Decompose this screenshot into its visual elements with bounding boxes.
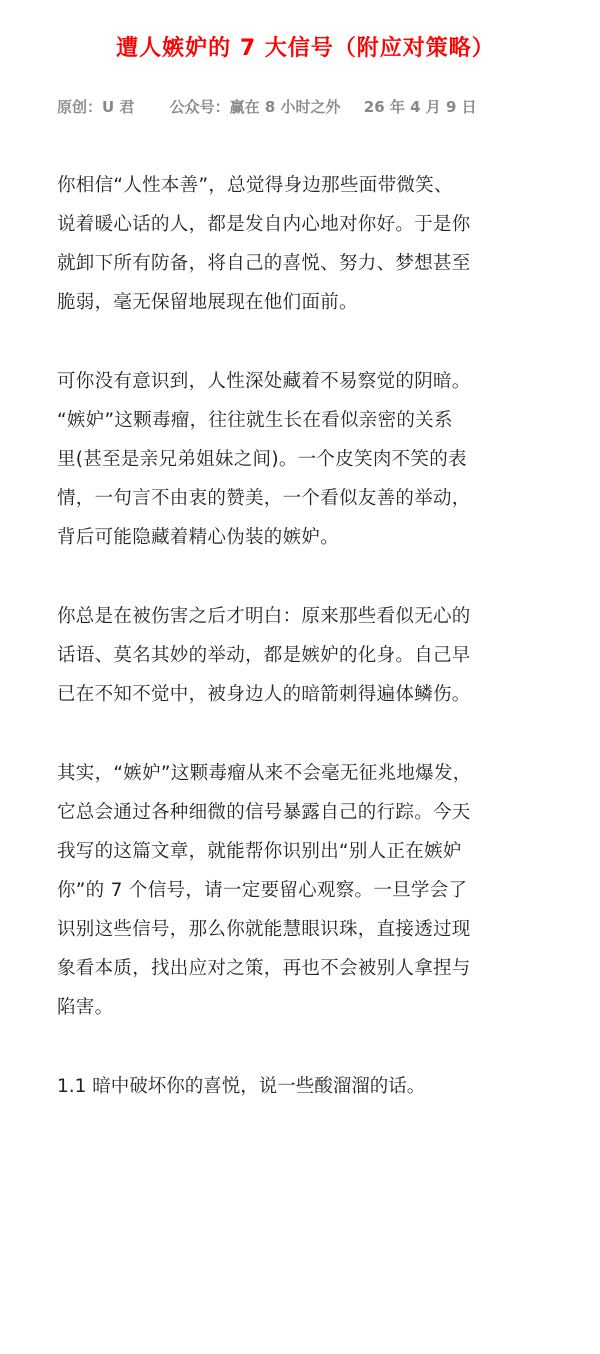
- paragraph-line: 你总是在被伤害之后才明白：原来那些看似无心的: [57, 606, 471, 627]
- paragraph: [57, 166, 554, 322]
- paragraph-line: 你”的 7 个信号，请一定要留心观察。一旦学会了: [57, 880, 468, 901]
- paragraph-line: 情，一句言不由衷的赞美，一个看似友善的举动，: [57, 488, 471, 509]
- paragraph-line: 识别这些信号，那么你就能慧眼识珠，直接透过现: [57, 919, 471, 940]
- paragraph-line: 其实，“嫉妒”这颗毒瘤从来不会毫无征兆地爆发，: [57, 763, 472, 784]
- section-heading: 1.1 暗中破坏你的喜悦，说一些酸溜溜的话。: [57, 1076, 426, 1097]
- article-meta: [57, 96, 554, 118]
- article-title: 遭人嫉妒的 7 大信号（附应对策略）: [116, 36, 495, 61]
- publish-date: 26 年 4 月 9 日: [363, 98, 477, 116]
- paragraph: [57, 362, 554, 557]
- paragraph: [57, 597, 554, 714]
- paragraph-line: 已在不知不觉中，被身边人的暗箭刺得遍体鳞伤。: [57, 684, 471, 705]
- paragraph-line: 里(甚至是亲兄弟姐妹之间)。一个皮笑肉不笑的表: [57, 449, 467, 470]
- paragraph-line: 背后可能隐藏着精心伪装的嫉妒。: [57, 527, 340, 548]
- paragraph-line: 陷害。: [57, 997, 114, 1018]
- paragraph-line: 象看本质，找出应对之策，再也不会被别人拿捏与: [57, 958, 471, 979]
- paragraph-line: 话语、莫名其妙的举动，都是嫉妒的化身。自己早: [57, 645, 471, 666]
- paragraph-line: 脆弱，毫无保留地展现在他们面前。: [57, 292, 358, 313]
- paragraph-line: 我写的这篇文章，就能帮你识别出“别人正在嫉妒: [57, 841, 462, 862]
- paragraph-line: 它总会通过各种细微的信号暴露自己的行踪。今天: [57, 802, 471, 823]
- paragraph-line: 就卸下所有防备，将自己的喜悦、努力、梦想甚至: [57, 253, 471, 274]
- paragraph-line: 可你没有意识到，人性深处藏着不易察觉的阴暗。: [57, 371, 471, 392]
- paragraph-line: 说着暖心话的人，都是发自内心地对你好。于是你: [57, 214, 471, 235]
- paragraph-line: 你相信“人性本善”，总觉得身边那些面带微笑、: [57, 175, 453, 196]
- account-label: 公众号：赢在 8 小时之外: [169, 98, 341, 116]
- article-body: [57, 166, 554, 1106]
- paragraph-line: “嫉妒”这颗毒瘤，往往就生长在看似亲密的关系: [57, 410, 453, 431]
- paragraph: [57, 754, 554, 1027]
- author-label: 原创：U 君: [57, 98, 135, 116]
